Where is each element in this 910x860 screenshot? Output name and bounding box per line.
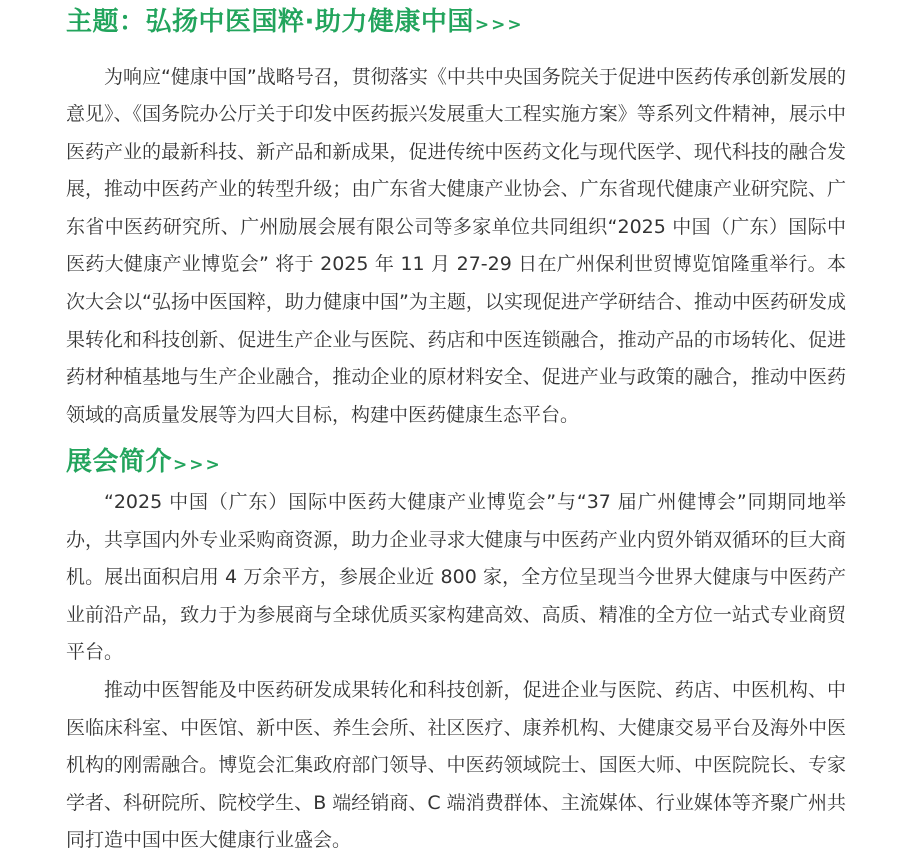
chevrons-right-icon: >>> xyxy=(474,15,524,35)
expo-intro-heading xyxy=(66,446,846,479)
intro-paragraph: 为响应“健康中国”战略号召，贯彻落实《中共中央国务院关于促进中医药传承创新发展的意见》、《国务院办公厅关于印发中医药振兴发展重大工程实施方案》等系列文件精神，展示中医药产业的最新科技、新产品和新成果，促进传统中医药文化与现代医学、现代科技的融合发展，推动中医药产业的转型升级；由广东省大健康产业协会、广东省现代健康产业研究院、广东省中医药研究所、广州励展会展有限公司等多家单位共同组织“2025 中国（广东）国际中医药大健康产业博览会” 将于 2025 年 11 月 27-29 日在广州保利世贸博览馆隆重举行。本次大会以“弘扬中医国粹，助力健康中国”为主题，以实现促进产学研结合、推动中医药研发成果转化和科技创新、促进生产企业与医院、药店和中医连锁融合，推动产品的市场转化、促进药材种植基地与生产企业融合，推动企业的原材料安全、促进产业与政策的融合，推动中医药领域的高质量发展等为四大目标，构建中医药健康生态平台。 xyxy=(66,65,846,426)
expo-paragraph-2: 推动中医智能及中医药研发成果转化和科技创新，促进企业与医院、药店、中医机构、中医临床科室、中医馆、新中医、养生会所、社区医疗、康养机构、大健康交易平台及海外中医机构的刚需融合。博览会汇集政府部门领导、中医药领域院士、国医大师、中医院院长、专家学者、科研院所、院校学生、B 端经销商、C 端消费群体、主流媒体、行业媒体等齐聚广州共同打造中国中医大健康行业盛会。 xyxy=(66,678,846,852)
expo-paragraph-1: “2025 中国（广东）国际中医药大健康产业博览会”与“37 届广州健博会”同期同地举办，共享国内外专业采购商资源，助力企业寻求大健康与中医药产业内贸外销双循环的巨大商机。展出面积启用 4 万余平方，参展企业近 800 家，全方位呈现当今世界大健康与中医药产业前沿产品，致力于为参展商与全球优质买家构建高效、高质、精准的全方位一站式专业商贸平台。 xyxy=(66,490,846,664)
theme-heading-text: 主题：弘扬中医国粹·助力健康中国 xyxy=(66,7,474,37)
theme-heading xyxy=(66,6,846,39)
chevrons-right-icon: >>> xyxy=(173,455,222,476)
expo-intro-heading-text: 展会简介 xyxy=(66,447,173,478)
